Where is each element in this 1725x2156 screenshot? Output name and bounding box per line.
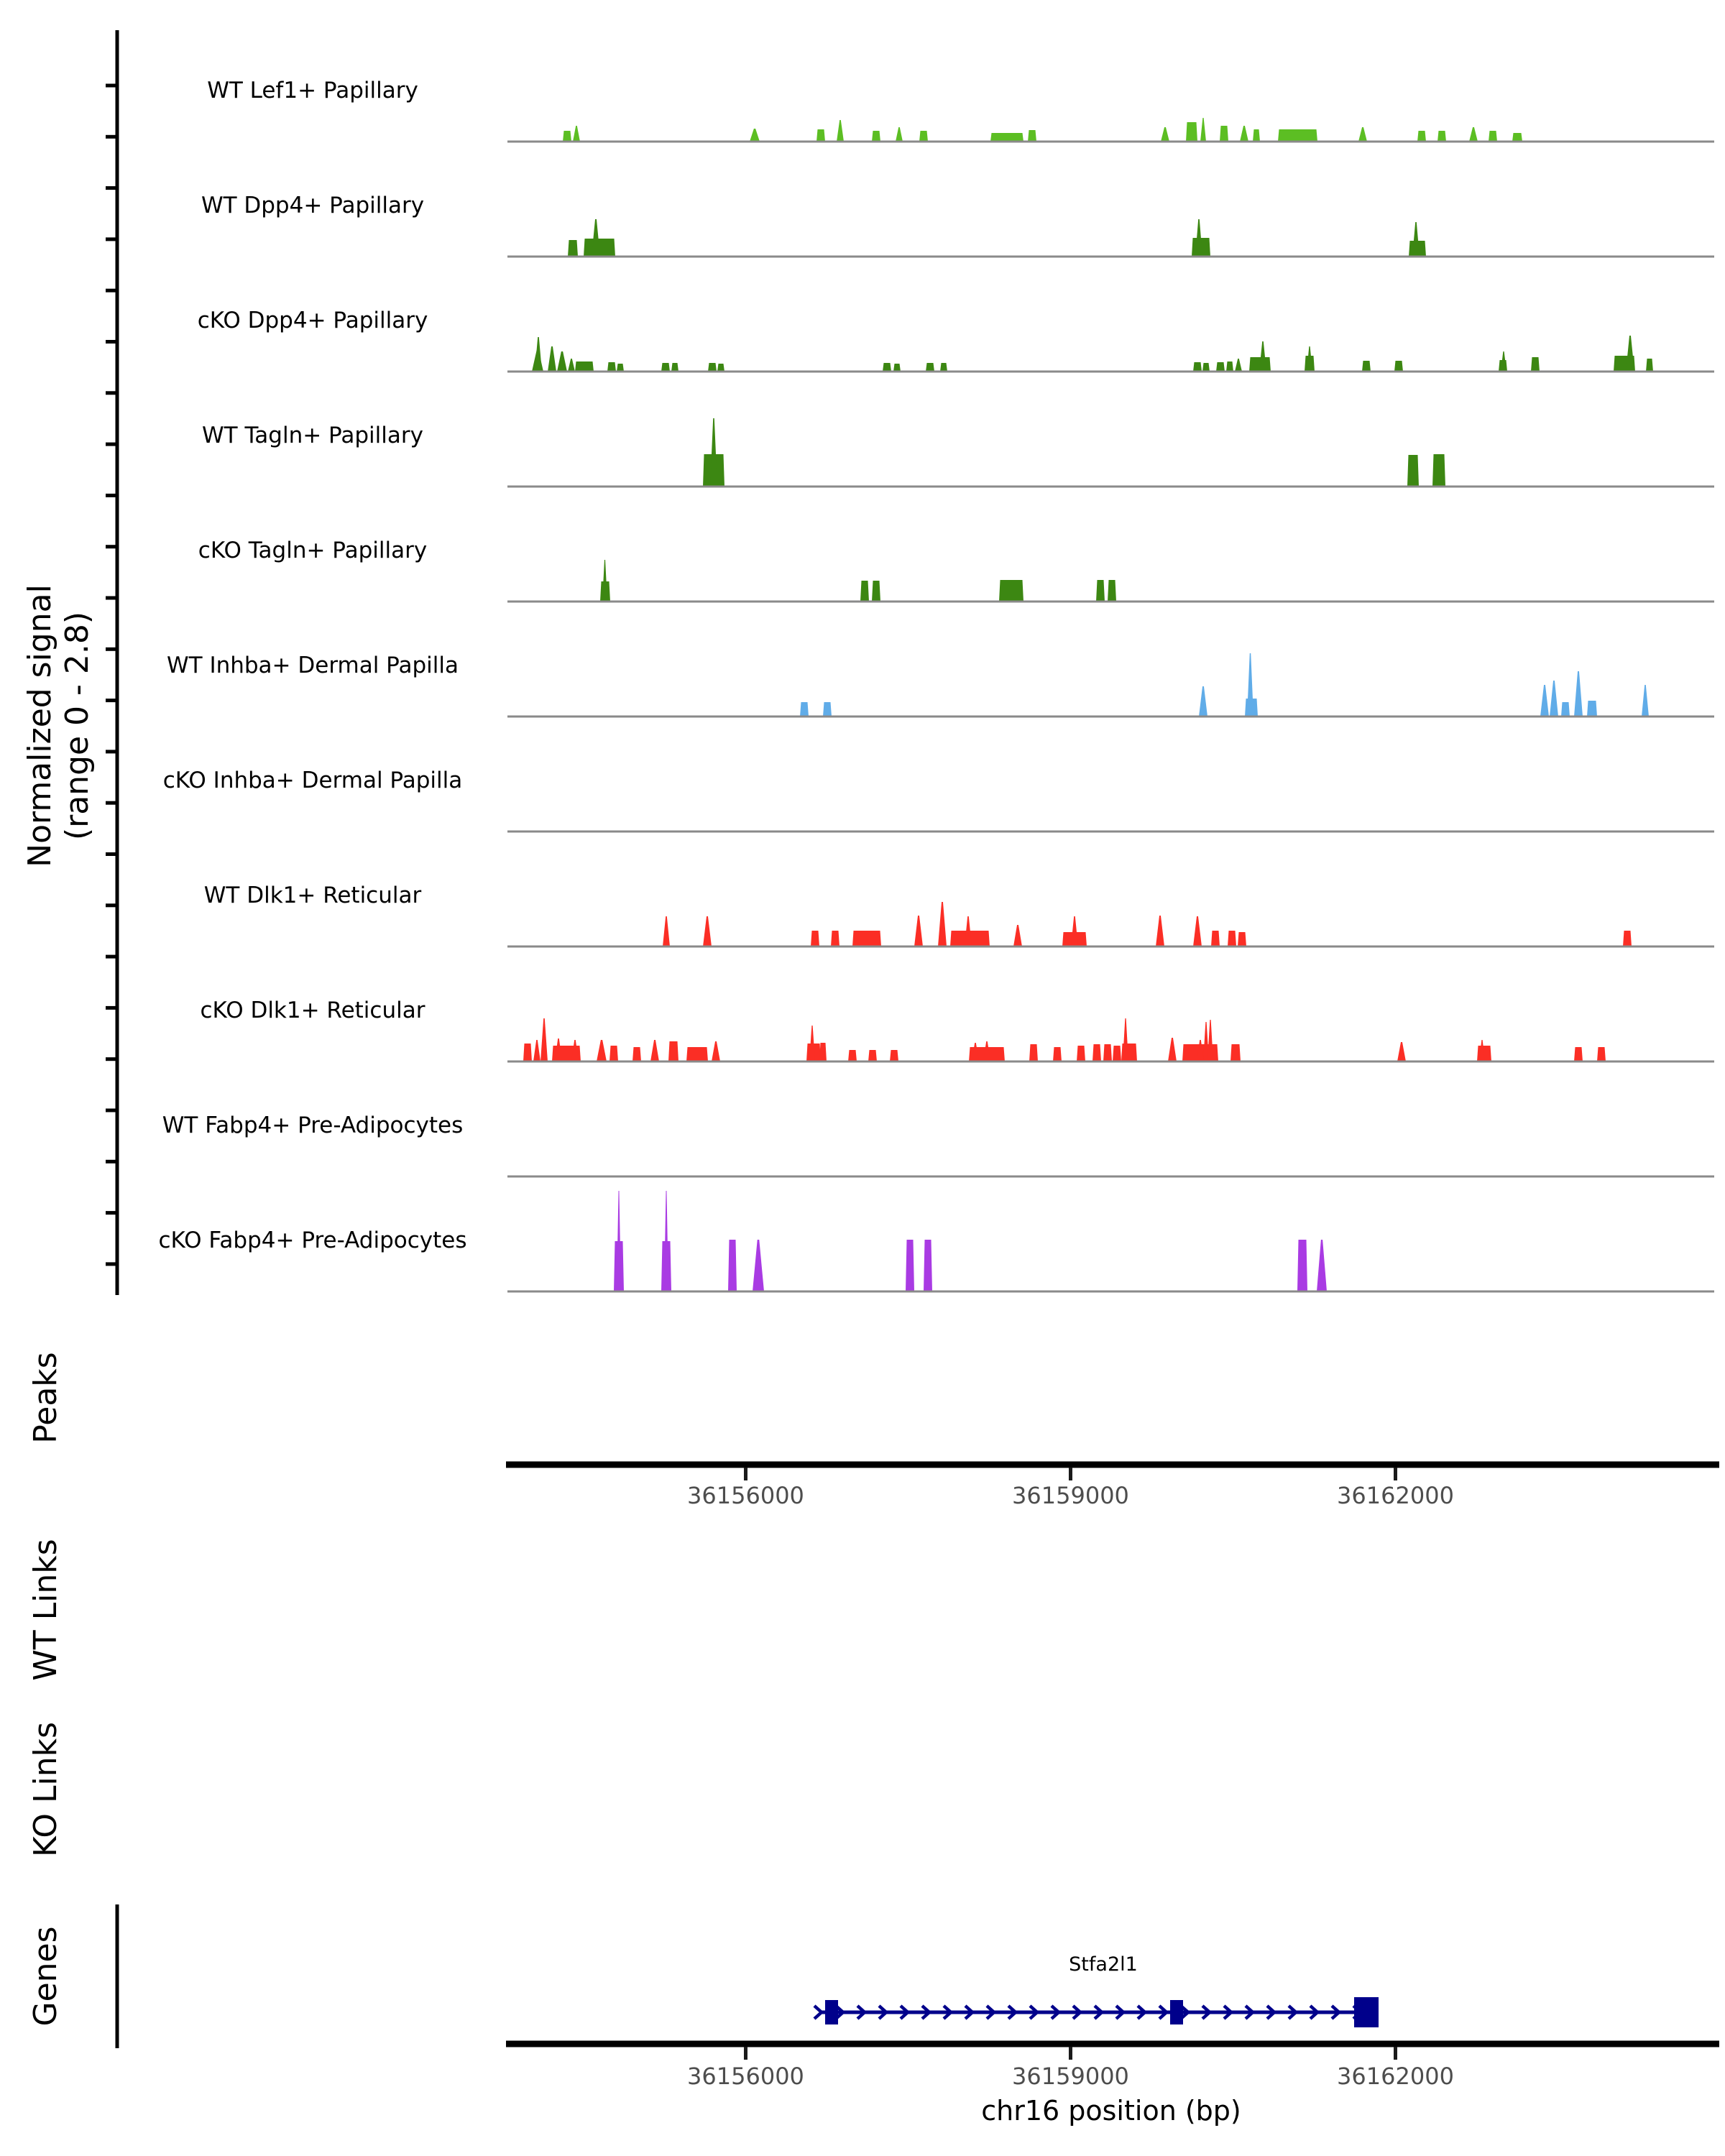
signal-peak	[575, 361, 594, 372]
signal-peak	[896, 127, 903, 142]
track-label: WT Inhba+ Dermal Papilla	[167, 653, 459, 678]
signal-peak	[717, 364, 724, 372]
section-label-peaks: Peaks	[27, 1352, 64, 1444]
signal-peak	[1071, 916, 1078, 946]
track-label: WT Dlk1+ Reticular	[203, 883, 422, 908]
signal-peak	[819, 1043, 827, 1061]
signal-peak	[893, 364, 901, 372]
signal-peak	[990, 133, 1024, 142]
signal-peak	[1211, 931, 1220, 946]
signal-peak	[940, 363, 947, 372]
signal-peak	[728, 1240, 737, 1291]
signal-peak	[1394, 361, 1403, 372]
signal-peak	[890, 1050, 898, 1061]
signal-peak	[831, 931, 840, 946]
signal-peak	[607, 362, 616, 372]
genomic-tick-label: 36162000	[1337, 2063, 1454, 2090]
signal-peak	[610, 1046, 618, 1061]
exon-box	[1170, 2000, 1183, 2024]
signal-peak	[1646, 359, 1653, 372]
signal-peak	[1626, 336, 1634, 372]
signal-peak	[1642, 685, 1649, 717]
signal-peak	[753, 1240, 764, 1291]
signal-peak	[1512, 133, 1522, 142]
track-label: cKO Dpp4+ Papillary	[197, 308, 428, 333]
signal-peak	[926, 363, 934, 372]
signal-peak	[1574, 1047, 1583, 1061]
signal-peak	[1317, 1240, 1327, 1291]
signal-track-row	[204, 883, 1714, 946]
signal-peak	[852, 931, 881, 946]
signal-peak	[1200, 118, 1206, 142]
track-label: WT Lef1+ Papillary	[207, 78, 418, 103]
signal-peak	[1417, 131, 1426, 142]
signal-peak	[1228, 931, 1236, 946]
signal-peak	[1053, 1047, 1062, 1061]
signal-peak	[872, 581, 880, 602]
section-label-ko-links: KO Links	[27, 1721, 64, 1858]
signal-track-row	[159, 1191, 1714, 1291]
strand-arrow-icon	[814, 2006, 822, 2019]
signal-peak	[712, 1041, 720, 1061]
track-label: WT Dpp4+ Papillary	[201, 193, 425, 218]
signal-peak	[1235, 359, 1242, 372]
signal-track-row	[162, 1112, 1714, 1176]
section-label-genes: Genes	[27, 1926, 64, 2027]
signal-peak	[938, 902, 947, 946]
signal-track-row	[163, 768, 1714, 831]
genes-genomic-axis	[506, 2044, 1719, 2090]
signal-track-row	[201, 193, 1714, 257]
signal-peak	[1220, 126, 1228, 142]
peaks-genomic-axis	[506, 1465, 1719, 1509]
gene-annotation-layer	[814, 1997, 1379, 2027]
signal-peak	[1226, 361, 1233, 372]
genomic-tick-label: 36159000	[1012, 2063, 1129, 2090]
track-label: WT Tagln+ Papillary	[202, 423, 423, 448]
signal-peak	[1202, 363, 1210, 372]
signal-peak	[602, 560, 607, 602]
signal-peak	[1438, 131, 1446, 142]
signal-peak	[1489, 131, 1497, 142]
signal-peak	[1623, 931, 1632, 946]
signal-peak	[523, 1044, 532, 1061]
signal-peak	[1238, 932, 1246, 946]
signal-peak	[568, 359, 575, 372]
signal-peak	[1297, 1240, 1307, 1291]
signal-peak	[860, 581, 869, 602]
signal-peak	[1193, 916, 1202, 946]
signal-peak	[573, 126, 580, 142]
signal-peak	[1587, 701, 1597, 717]
signal-peak	[540, 1018, 548, 1061]
genomic-tick-label: 36162000	[1337, 1482, 1454, 1509]
track-label: cKO Inhba+ Dermal Papilla	[162, 768, 463, 793]
signal-peak	[1013, 925, 1022, 946]
signal-peak	[1216, 362, 1225, 372]
signal-peak	[1193, 362, 1202, 372]
signal-peak	[837, 120, 844, 142]
signal-peak	[823, 702, 832, 717]
signal-peak	[1028, 130, 1036, 142]
signal-peak	[1531, 357, 1540, 372]
signal-track-row	[202, 418, 1714, 487]
signal-peak	[1259, 341, 1266, 372]
genomic-tick-label: 36156000	[687, 1482, 804, 1509]
signal-peak	[703, 916, 712, 946]
signal-peak	[1540, 685, 1549, 717]
signal-peak	[1362, 361, 1371, 372]
signal-peak	[816, 129, 825, 142]
signal-track-row	[207, 78, 1714, 142]
signal-peak	[563, 131, 571, 142]
signal-peak	[1113, 1046, 1121, 1061]
signal-peak	[883, 363, 891, 372]
signal-peak	[1412, 222, 1420, 257]
signal-peak	[924, 1240, 932, 1291]
signal-peak	[1407, 455, 1419, 487]
signal-peak	[1397, 1042, 1406, 1061]
signal-peak	[1469, 127, 1478, 142]
genomic-tick-label: 36159000	[1012, 1482, 1129, 1509]
signal-peak	[1103, 1044, 1112, 1061]
signal-peak	[1230, 1044, 1241, 1061]
signal-peak	[906, 1240, 914, 1291]
signal-peak	[663, 916, 670, 946]
signal-peak	[919, 131, 928, 142]
signal-peak	[1168, 1038, 1177, 1061]
signal-peak	[686, 1047, 708, 1061]
signal-peak	[1186, 122, 1197, 142]
signal-peak	[710, 418, 717, 487]
y-axis-label-line2: (range 0 - 2.8)	[59, 611, 96, 841]
signal-peak	[650, 1040, 659, 1061]
signal-peak	[708, 363, 717, 372]
signal-peak	[1123, 1018, 1128, 1061]
signal-peak	[1108, 580, 1116, 602]
signal-peak	[1253, 129, 1260, 142]
signal-track-row	[198, 538, 1714, 602]
exon-box	[825, 2000, 838, 2024]
signal-peak	[557, 351, 567, 372]
signal-peak	[568, 240, 578, 257]
signal-peak	[1432, 454, 1445, 487]
track-label: cKO Fabp4+ Pre-Adipocytes	[158, 1227, 467, 1253]
track-label: cKO Tagln+ Papillary	[198, 538, 428, 563]
signal-peak	[914, 916, 923, 946]
signal-peak	[592, 219, 600, 257]
signal-peak	[668, 1041, 678, 1061]
signal-peak	[1247, 653, 1254, 717]
signal-peak	[872, 131, 880, 142]
signal-peak	[1199, 686, 1208, 717]
signal-peak	[1096, 580, 1105, 602]
signal-peak	[671, 363, 678, 372]
track-label: WT Fabp4+ Pre-Adipocytes	[162, 1112, 464, 1138]
signal-peak	[1278, 129, 1317, 142]
signal-peak	[548, 346, 556, 372]
section-label-wt-links: WT Links	[27, 1539, 64, 1681]
y-axis-label-line1: Normalized signal	[22, 584, 58, 867]
signal-peak	[661, 363, 670, 372]
signal-peak	[1156, 916, 1164, 946]
signal-track-row	[198, 308, 1714, 372]
signal-peak	[800, 702, 809, 717]
signal-tracks-layer	[159, 78, 1714, 1291]
gene-name-label: Stfa2l1	[1069, 1953, 1138, 1976]
signal-peak	[1161, 127, 1169, 142]
signal-peak	[1561, 702, 1570, 717]
signal-peak	[1550, 681, 1558, 717]
signal-track-row	[201, 998, 1714, 1061]
x-axis-title: chr16 position (bp)	[981, 2095, 1241, 2127]
signal-peak	[1208, 1020, 1213, 1061]
genomic-tick-label: 36156000	[687, 2063, 804, 2090]
signal-peak	[868, 1050, 877, 1061]
track-label: cKO Dlk1+ Reticular	[200, 998, 426, 1023]
signal-peak	[1240, 126, 1248, 142]
signal-track-row	[167, 653, 1714, 717]
signal-peak	[1029, 1044, 1038, 1061]
signal-peak	[617, 364, 624, 372]
exon-box	[1354, 1997, 1379, 2027]
signal-peak	[811, 931, 819, 946]
signal-peak	[1092, 1044, 1101, 1061]
signal-peak	[632, 1047, 641, 1061]
signal-peak	[999, 580, 1024, 602]
signal-peak	[1358, 127, 1367, 142]
signal-peak	[533, 1040, 540, 1061]
signal-peak	[1597, 1047, 1606, 1061]
signal-peak	[848, 1050, 857, 1061]
signal-peak	[1077, 1046, 1085, 1061]
signal-peak	[1574, 671, 1583, 717]
signal-peak	[750, 129, 760, 142]
signal-peak	[597, 1040, 607, 1061]
